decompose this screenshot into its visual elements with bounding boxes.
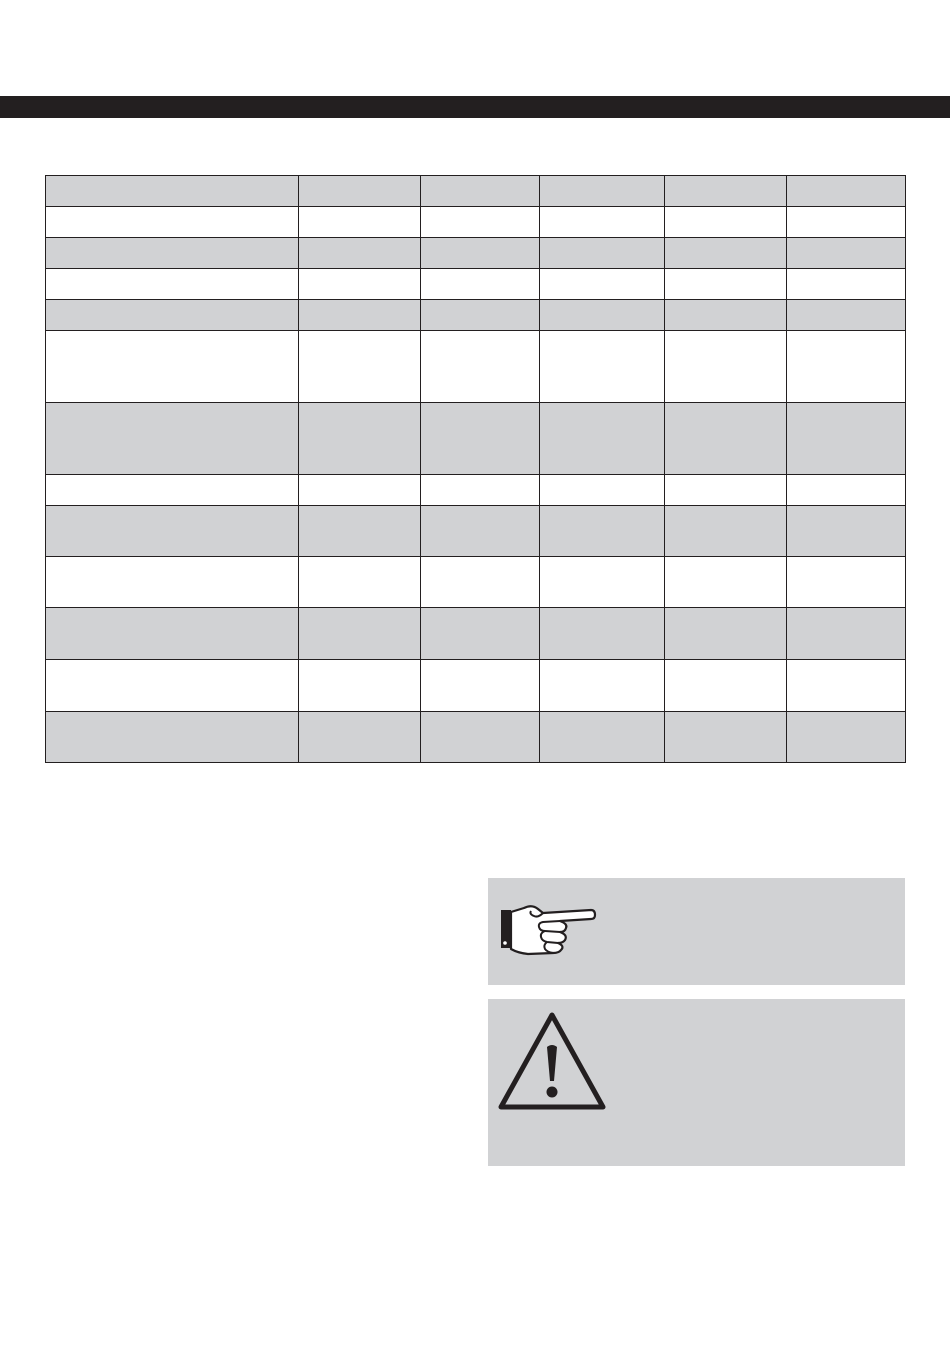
table-cell <box>46 176 299 207</box>
table-cell <box>540 238 665 269</box>
table-cell <box>46 475 299 506</box>
note-box <box>488 878 905 985</box>
table-cell <box>665 608 787 660</box>
table-cell <box>299 557 421 608</box>
table-cell <box>46 207 299 238</box>
table-cell <box>540 660 665 712</box>
table-cell <box>540 403 665 475</box>
warning-triangle-icon <box>496 1009 608 1111</box>
table-cell <box>299 300 421 331</box>
table-cell <box>421 269 540 300</box>
table-cell <box>665 557 787 608</box>
table-cell <box>421 506 540 557</box>
table-cell <box>665 238 787 269</box>
table-cell <box>540 269 665 300</box>
table-cell <box>787 608 906 660</box>
table-cell <box>787 712 906 763</box>
table-row <box>46 608 906 660</box>
table-cell <box>299 608 421 660</box>
table-cell <box>299 238 421 269</box>
table-row <box>46 506 906 557</box>
table-row <box>46 331 906 403</box>
table-cell <box>421 660 540 712</box>
header-bar <box>0 96 950 118</box>
table-cell <box>540 557 665 608</box>
table-cell <box>46 403 299 475</box>
table-cell <box>665 403 787 475</box>
table-cell <box>787 176 906 207</box>
table-cell <box>665 475 787 506</box>
table-cell <box>787 269 906 300</box>
table-cell <box>46 712 299 763</box>
table-cell <box>787 660 906 712</box>
table-cell <box>421 403 540 475</box>
table-cell <box>665 712 787 763</box>
table-cell <box>787 403 906 475</box>
table-row <box>46 300 906 331</box>
table-cell <box>46 238 299 269</box>
table-cell <box>46 506 299 557</box>
table-cell <box>665 331 787 403</box>
table-cell <box>421 300 540 331</box>
table-cell <box>421 712 540 763</box>
table-row <box>46 176 906 207</box>
table-cell <box>787 300 906 331</box>
table-cell <box>421 557 540 608</box>
table-cell <box>46 269 299 300</box>
table-cell <box>299 506 421 557</box>
table-row <box>46 475 906 506</box>
table-cell <box>540 475 665 506</box>
table-cell <box>540 176 665 207</box>
table-cell <box>540 712 665 763</box>
table-cell <box>787 475 906 506</box>
table-cell <box>299 475 421 506</box>
table-cell <box>421 238 540 269</box>
table-cell <box>787 238 906 269</box>
table-cell <box>299 207 421 238</box>
table-cell <box>46 660 299 712</box>
table-row <box>46 557 906 608</box>
table-cell <box>46 331 299 403</box>
table-cell <box>665 506 787 557</box>
table-row <box>46 403 906 475</box>
table-row <box>46 712 906 763</box>
table-cell <box>665 207 787 238</box>
table-row <box>46 207 906 238</box>
table-cell <box>787 506 906 557</box>
table-cell <box>540 207 665 238</box>
table-cell <box>665 269 787 300</box>
table-cell <box>787 331 906 403</box>
pointing-hand-icon <box>498 902 598 957</box>
specification-table <box>45 175 906 763</box>
table-cell <box>299 269 421 300</box>
table-cell <box>299 403 421 475</box>
table-cell <box>787 557 906 608</box>
warning-box <box>488 999 905 1166</box>
table-cell <box>665 660 787 712</box>
table-cell <box>46 608 299 660</box>
table-row <box>46 269 906 300</box>
table-cell <box>421 475 540 506</box>
table-cell <box>665 176 787 207</box>
table-cell <box>46 300 299 331</box>
table-cell <box>540 608 665 660</box>
table-cell <box>421 331 540 403</box>
table-cell <box>540 506 665 557</box>
table-cell <box>665 300 787 331</box>
table-row <box>46 660 906 712</box>
table-cell <box>421 207 540 238</box>
table-cell <box>299 331 421 403</box>
table-cell <box>46 557 299 608</box>
table-cell <box>421 608 540 660</box>
table-cell <box>299 660 421 712</box>
table-cell <box>299 712 421 763</box>
table-cell <box>299 176 421 207</box>
table-cell <box>540 300 665 331</box>
table-row <box>46 238 906 269</box>
table-cell <box>421 176 540 207</box>
table-cell <box>540 331 665 403</box>
table-cell <box>787 207 906 238</box>
